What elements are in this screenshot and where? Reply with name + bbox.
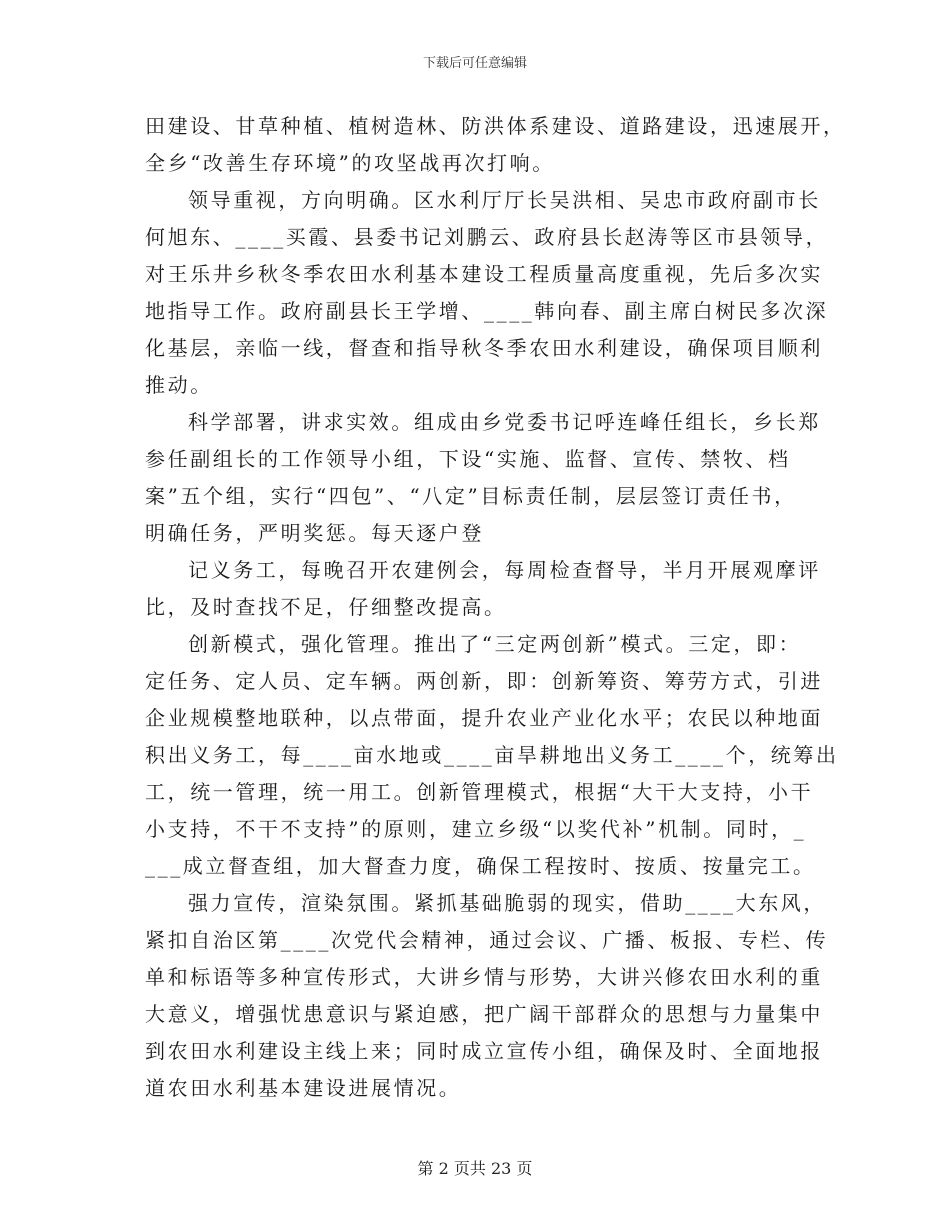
text-line: 田建设、甘草种植、植树造林、防洪体系建设、道路建设，迅速展开，: [145, 114, 846, 138]
text-line: 单和标语等多种宣传形式，大讲乡情与形势，大讲兴修农田水利的重: [145, 965, 823, 989]
text-line: 强力宣传，渲染氛围。紧抓基础脆弱的现实，借助____大东风，: [188, 891, 826, 915]
text-line: 创新模式，强化管理。推出了“三定两创新”模式。三定，即：: [188, 632, 802, 656]
text-line: 企业规模整地联种，以点带面，提升农业产业化水平；农民以种地面: [145, 706, 823, 730]
page-header: 下载后可任意编辑: [422, 56, 527, 71]
text-line: 何旭东、____买霞、县委书记刘鹏云、政府县长赵涛等区市县领导，: [145, 225, 829, 249]
text-line: 推动。: [145, 373, 213, 397]
text-line: 参任副组长的工作领导小组，下设“实施、监督、宣传、禁牧、档: [145, 447, 791, 471]
text-line: 化基层，亲临一线，督查和指导秋冬季农田水利建设，确保项目顺利: [145, 336, 823, 360]
document-body: [145, 108, 846, 1107]
text-line: 案”五个组，实行“四包”、“八定”目标责任制，层层签订责任书，: [145, 484, 797, 508]
text-line: 积出义务工，每____亩水地或____亩旱耕地出义务工____个，统筹出: [145, 743, 839, 767]
text-line: 全乡“改善生存环境”的攻坚战再次打响。: [145, 151, 555, 175]
page-number: 第 2 页共 23 页: [417, 1159, 533, 1178]
text-line: 科学部署，讲求实效。组成由乡党委书记呼连峰任组长，乡长郑: [188, 410, 821, 434]
text-line: 地指导工作。政府副县长王学增、____韩向春、副主席白树民多次深: [145, 299, 829, 323]
text-line: 记义务工，每晚召开农建例会，每周检查督导，半月开展观摩评: [188, 558, 821, 582]
text-line: 到农田水利建设主线上来；同时成立宣传小组，确保及时、全面地报: [145, 1039, 823, 1063]
text-line: 小支持，不干不支持”的原则，建立乡级“以奖代补”机制。同时，_: [145, 817, 807, 841]
text-line: 紧扣自治区第____次党代会精神，通过会议、广播、板报、专栏、传: [145, 928, 829, 952]
text-line: 道农田水利基本建设进展情况。: [145, 1076, 462, 1100]
text-line: 明确任务，严明奖惩。每天逐户登: [145, 521, 484, 545]
text-line: 对王乐井乡秋冬季农田水利基本建设工程质量高度重视，先后多次实: [145, 262, 823, 286]
text-line: 比，及时查找不足，仔细整改提高。: [145, 595, 507, 619]
text-line: 工，统一管理，统一用工。创新管理模式，根据“大干大支持，小干: [145, 780, 814, 804]
text-line: 大意义，增强忧患意识与紧迫感，把广阔干部群众的思想与力量集中: [145, 1002, 823, 1026]
text-line: ___成立督查组，加大督查力度，确保工程按时、按质、按量完工。: [145, 854, 816, 878]
text-line: 领导重视，方向明确。区水利厅厅长吴洪相、吴忠市政府副市长: [188, 188, 821, 212]
text-line: 定任务、定人员、定车辆。两创新，即：创新筹资、筹劳方式，引进: [145, 669, 823, 693]
